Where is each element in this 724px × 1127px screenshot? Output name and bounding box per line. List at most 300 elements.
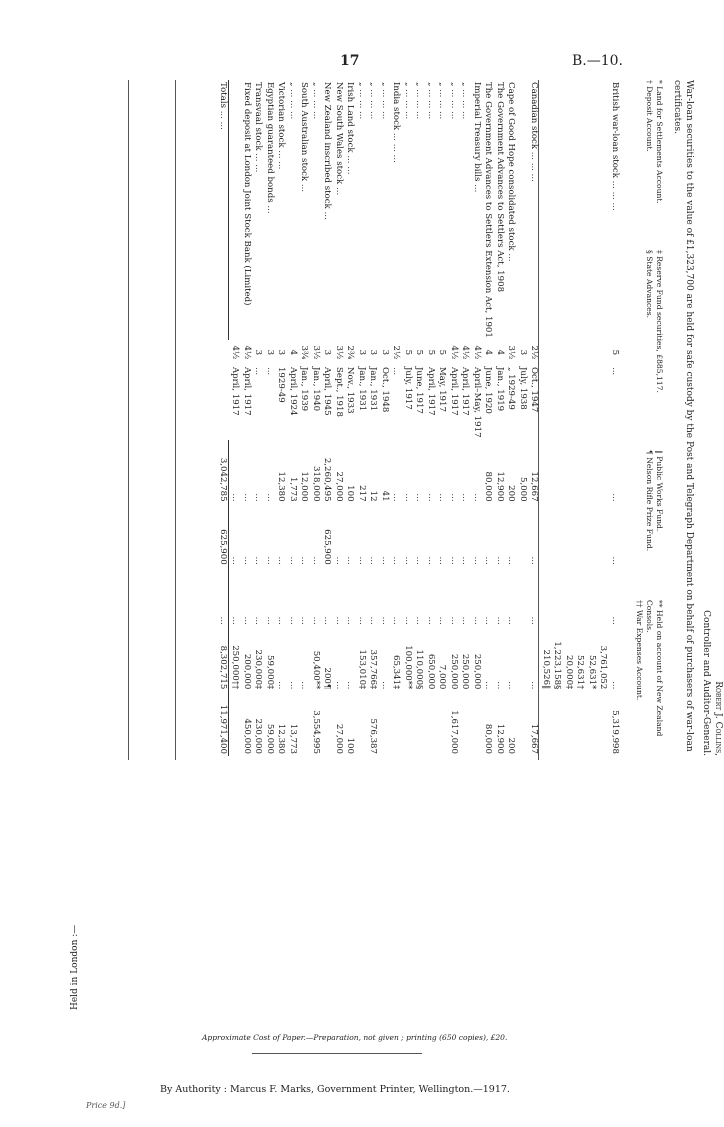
table-cell-fund4: ... (345, 681, 356, 690)
table-row (252, 80, 264, 756)
table-cell-name: „ ... ... ... (403, 82, 413, 120)
table-cell-name (574, 80, 586, 340)
table-cell-date (563, 365, 575, 440)
table-cell-total (574, 691, 586, 756)
table-cell-held: ... (253, 493, 264, 502)
table-cell-fund4: ... (276, 681, 287, 690)
footnote: ‡ Reserve Fund securities, £885,117. (655, 250, 664, 393)
table-row (264, 80, 276, 756)
table-cell-name: „ ... ... ... (460, 82, 471, 120)
table-cell-name (229, 80, 241, 340)
table-cell-fund3: ... (368, 616, 379, 625)
footnote: ¶ Nelson Rifle Prize Fund. (645, 450, 654, 552)
table-cell-rate: 4½ (242, 345, 252, 360)
table-cell-fund2 (540, 504, 552, 567)
footnote: † Deposit Account. (645, 80, 654, 152)
totals-cell: 3,042,785 (217, 440, 229, 504)
table-cell-rate: 2¾ (345, 345, 356, 360)
table-cell-fund3: ... (460, 616, 471, 625)
table-cell-fund2: ... (334, 556, 344, 565)
table-cell-fund3 (586, 567, 598, 627)
table-cell-fund2: ... (380, 556, 390, 565)
totals-cell: 625,900 (217, 504, 229, 567)
table-cell-fund2: ... (483, 556, 494, 565)
table-cell-fund3: ... (345, 616, 356, 625)
table-cell-fund2: ... (426, 556, 436, 565)
table-row (356, 80, 368, 756)
table-cell-fund4: 153,010‡ (357, 649, 367, 690)
table-cell-rate (597, 340, 609, 365)
divider-rule (252, 1053, 422, 1054)
table-cell-date: April, 1917 (426, 366, 436, 416)
table-row (229, 80, 241, 756)
table-row (287, 80, 299, 756)
table-cell-fund3: ... (529, 616, 540, 625)
table-cell-fund4: ... (299, 681, 310, 690)
table-cell-name: „ ... ... ... (288, 82, 298, 120)
table-cell-held: 200 (506, 485, 517, 502)
table-cell-name: South Australian stock ... (299, 82, 310, 193)
table-cell-name: India stock ... ... ... (391, 82, 402, 163)
table-cell-fund3 (540, 567, 552, 627)
table-cell-name: Victorian stock ... ... (276, 82, 287, 170)
table-cell-fund3: ... (391, 616, 402, 625)
table-cell-total (459, 691, 471, 756)
table-cell-total (379, 691, 391, 756)
table-cell-name (540, 80, 552, 340)
table-cell-fund2: ... (253, 556, 264, 565)
footnote: * Land for Settlements Account. (655, 80, 664, 204)
table-row (298, 80, 310, 756)
footnote: ‖ Public Works Fund. (655, 450, 664, 532)
table-cell-date: April, 1945 (322, 366, 333, 416)
table-cell-fund2: ... (529, 556, 540, 565)
table-cell-fund2: ... (414, 556, 425, 565)
table-cell-held: ... (426, 493, 436, 502)
table-cell-name: The Government Advances to Settlers Act, 1908 (495, 82, 505, 293)
table-cell-date: April, 1917 (449, 366, 459, 416)
table-cell-fund3: ... (380, 616, 390, 625)
table-cell-fund2: ... (391, 556, 402, 565)
table-row (551, 80, 563, 756)
table-cell-fund4 (517, 627, 529, 691)
table-cell-total (390, 691, 402, 756)
table-cell-fund2: ... (311, 556, 321, 565)
table-cell-date: April–May, 1917 (472, 366, 482, 438)
table-cell-date: April, 1917 (242, 366, 252, 416)
table-cell-held: 217 (357, 485, 367, 502)
table-cell-rate: 3 (518, 349, 528, 356)
table-cell-rate: 4 (495, 349, 505, 356)
table-cell-fund2: ... (368, 556, 379, 565)
signature-name: Robert J. Collins, (713, 681, 723, 756)
table-cell-fund4: ... (610, 681, 620, 690)
table-cell-fund3: ... (437, 616, 448, 625)
table-cell-name (597, 80, 609, 340)
statement-text: War-loan securities to the value of £1,323,700 are held for safe custody by the Post and Telegraph Department on behalf of purchasers of war-loan certificates. (672, 80, 694, 752)
table-cell-fund3: ... (242, 616, 252, 625)
table-row (517, 80, 529, 756)
table-cell-date: Sept., 1918 (334, 366, 344, 417)
table-row (494, 80, 506, 756)
table-cell-date: April, 1924 (288, 366, 298, 416)
table-cell-date (597, 365, 609, 440)
totals-row (217, 80, 229, 756)
table-cell-name: British war-loan stock ... ... ... (610, 82, 620, 211)
table-cell-fund4: 20,000‡ (564, 654, 574, 690)
table-cell-rate: 3½ (334, 345, 344, 360)
table-cell-total (229, 691, 241, 756)
table-cell-fund4: ... (495, 681, 505, 690)
table-cell-fund4: 357,766‡ (368, 649, 379, 690)
table-cell-date: Nov., 1933 (345, 366, 356, 414)
table-cell-name: „ ... ... ... (380, 82, 390, 120)
table-cell-date: 1929-49 (276, 366, 287, 403)
table-cell-name: Canadian stock ... ... ... (529, 82, 540, 182)
table-cell-held: ... (414, 493, 425, 502)
table-cell-fund4: ... (529, 681, 540, 690)
table-row (528, 80, 540, 756)
section-label: Held in London :— (70, 924, 80, 1010)
totals-cell (217, 365, 229, 440)
table-cell-rate: 5 (414, 349, 425, 356)
table-cell-fund2: ... (230, 556, 241, 565)
table-cell-total (402, 691, 414, 756)
table-cell-total (597, 691, 609, 756)
table-cell-name (551, 80, 563, 340)
table-cell-fund2: ... (403, 556, 413, 565)
table-cell-fund3: ... (403, 616, 413, 625)
table-cell-fund4: 210,526‖ (541, 649, 551, 690)
table-cell-fund3: ... (230, 616, 241, 625)
table-cell-held (597, 440, 609, 504)
table-cell-date: Jan., 1931 (368, 366, 379, 412)
table-row (436, 80, 448, 756)
table-cell-name: „ ... ... ... (437, 82, 448, 120)
table-cell-date: July, 1917 (403, 366, 413, 410)
table-cell-fund3: ... (426, 616, 436, 625)
table-cell-fund3: ... (449, 616, 459, 625)
table-cell-fund2 (563, 504, 575, 567)
table-cell-fund3: ... (414, 616, 425, 625)
table-row (459, 80, 471, 756)
table-cell-fund4: 250,000 (449, 653, 459, 690)
table-cell-name (563, 80, 575, 340)
table-cell-total: 450,000 (242, 718, 252, 754)
table-cell-rate: 3 (253, 349, 264, 356)
table-cell-rate: 3½ (506, 345, 517, 360)
securities-table (217, 80, 621, 756)
table-cell-held: ... (265, 493, 275, 502)
table-cell-date: Oct., 1948 (380, 366, 390, 413)
table-cell-held: 1,773 (288, 476, 298, 502)
table-cell-held: 12 (368, 490, 379, 502)
table-row (482, 80, 494, 756)
table-cell-fund2: ... (610, 556, 620, 565)
table-row (390, 80, 402, 756)
cost-note: Approximate Cost of Paper.—Preparation, not given ; printing (650 copies), £20. (202, 1033, 508, 1042)
table-cell-total: 12,380 (276, 723, 287, 754)
table-cell-fund2 (517, 504, 529, 567)
table-cell-rate: 3 (357, 349, 367, 356)
table-cell-held: 12,380 (276, 471, 287, 502)
table-cell-total (563, 691, 575, 756)
table-cell-fund3 (551, 567, 563, 627)
table-cell-held (551, 440, 563, 504)
table-cell-fund4: 110,000§ (414, 649, 425, 690)
table-cell-rate: 3 (380, 349, 390, 356)
table-cell-name: Fixed deposit at London Joint Stock Bank (Limited) (242, 82, 252, 306)
table-cell-name: „ ... ... ... (357, 82, 367, 120)
table-cell-fund3: ... (299, 616, 310, 625)
table-cell-held: ... (242, 493, 252, 502)
table-cell-total (436, 691, 448, 756)
table-cell-fund4: ... (288, 681, 298, 690)
table-cell-fund4: 200,000 (242, 653, 252, 690)
table-cell-date: July, 1938 (518, 366, 528, 410)
price-note: Price 9d.] (86, 1101, 126, 1110)
table-cell-held: 2,260,495 (322, 457, 333, 502)
table-cell-date: April, 1917 (460, 366, 471, 416)
table-cell-total: 13,773 (288, 723, 298, 754)
table-cell-name: „ ... ... ... (368, 82, 379, 120)
table-cell-fund2: ... (265, 556, 275, 565)
table-cell-name: The Government Advances to Settlers Extension Act, 1901 (483, 82, 494, 338)
table-cell-fund4: 250,000 (472, 653, 482, 690)
table-cell-held: 80,000 (483, 471, 494, 502)
totals-cell: 11,971,400 (217, 691, 229, 756)
table-cell-total: 5,319,998 (610, 710, 620, 754)
table-row (321, 80, 333, 756)
table-cell-fund3 (574, 567, 586, 627)
table-cell-fund3: ... (483, 616, 494, 625)
table-cell-fund2: ... (276, 556, 287, 565)
table-cell-fund4: 59,000‡ (265, 654, 275, 690)
table-cell-fund4: 7,000 (437, 664, 448, 690)
table-cell-fund3: ... (610, 616, 620, 625)
table-cell-fund4: 200¶ (322, 667, 333, 690)
table-cell-fund2 (574, 504, 586, 567)
table-cell-total (471, 691, 483, 756)
table-row (333, 80, 345, 756)
table-cell-fund4: 3,761,052 (598, 645, 609, 690)
table-cell-fund3: ... (322, 616, 333, 625)
table-cell-fund4: 650,000 (426, 653, 436, 690)
table-row (563, 80, 575, 756)
table-cell-date (574, 365, 586, 440)
table-cell-total: 59,000 (265, 723, 275, 754)
table-cell-name: New South Wales stock ... (334, 82, 344, 196)
table-cell-date: ... (391, 366, 402, 376)
footnotes (634, 80, 664, 750)
table-cell-held: ... (437, 493, 448, 502)
table-cell-rate (540, 340, 552, 365)
table-cell-fund2 (551, 504, 563, 567)
table-cell-rate: 5 (610, 349, 620, 356)
table-row (597, 80, 609, 756)
table-cell-rate: 4 (483, 349, 494, 356)
table-cell-held: ... (449, 493, 459, 502)
table-cell-rate: 3 (322, 349, 333, 356)
table-cell-held: ... (230, 493, 241, 502)
table-cell-total: 200 (506, 737, 517, 754)
table-cell-rate: 4½ (460, 345, 471, 360)
table-cell-fund4: 52,631* (587, 654, 597, 690)
rotated-table-panel (65, 80, 723, 756)
table-cell-rate (574, 340, 586, 365)
table-cell-held: 12,667 (529, 471, 540, 502)
table-cell-total (551, 691, 563, 756)
table-cell-total (298, 691, 310, 756)
table-cell-fund2: ... (299, 556, 310, 565)
table-cell-fund4: 230,000‡ (253, 649, 264, 690)
table-row (241, 80, 253, 756)
table-cell-date: June, 1920 (483, 366, 494, 414)
table-cell-rate: 3½ (311, 345, 321, 360)
table-cell-fund2: ... (506, 556, 517, 565)
signature-block (700, 610, 724, 756)
table-cell-total: 1,617,000 (449, 710, 459, 754)
table-cell-total: 3,554,995 (311, 710, 321, 754)
table-cell-fund2: ... (495, 556, 505, 565)
table-cell-fund2 (586, 504, 598, 567)
table-row (275, 80, 287, 756)
table-cell-rate: 5 (437, 349, 448, 356)
table-cell-fund2: ... (357, 556, 367, 565)
table-cell-fund3: ... (288, 616, 298, 625)
table-cell-fund4: 50,400** (311, 650, 321, 690)
table-cell-name: New Zealand inscribed stock ... (322, 82, 333, 220)
table-cell-fund2: ... (460, 556, 471, 565)
table-cell-fund3: ... (357, 616, 367, 625)
table-cell-name: Egyptian guaranteed bonds ... (265, 82, 275, 214)
authority-line: By Authority : Marcus F. Marks, Government Printer, Wellington.—1917. (160, 1084, 510, 1095)
table-cell-total (321, 691, 333, 756)
table-cell-held: ... (391, 493, 402, 502)
table-cell-fund3: ... (265, 616, 275, 625)
table-cell-name (517, 80, 529, 340)
table-cell-name: Imperial Treasury bills ... (472, 82, 482, 193)
table-cell-total: 80,000 (483, 723, 494, 754)
totals-cell: 8,302,715 (217, 627, 229, 691)
table-cell-fund4: 52,631† (575, 654, 586, 690)
table-cell-fund2: 625,900 (322, 529, 333, 565)
table-cell-rate: 3¾ (299, 345, 310, 360)
table-cell-date: April, 1917 (230, 366, 241, 416)
table-cell-rate: 3 (276, 349, 287, 356)
table-row (379, 80, 391, 756)
table-cell-total: 17,667 (529, 723, 540, 754)
table-cell-held: 100 (345, 485, 356, 502)
table-cell-name: „ ... ... ... (449, 82, 459, 120)
table-cell-held (563, 440, 575, 504)
table-cell-fund2: ... (288, 556, 298, 565)
table-cell-held: ... (472, 493, 482, 502)
table-cell-rate (563, 340, 575, 365)
table-cell-fund4: 65,341‡ (391, 654, 402, 690)
table-cell-name: Transvaal stock ... ... (253, 82, 264, 173)
footnote: ** Held on account of New Zealand Consols. (645, 600, 664, 737)
table-row (586, 80, 598, 756)
table-cell-fund3: ... (506, 616, 517, 625)
table-row (402, 80, 414, 756)
table-cell-name: Cape of Good Hope consolidated stock ... (506, 82, 517, 262)
table-cell-rate: 3 (265, 349, 275, 356)
table-cell-date: June, 1917 (414, 366, 425, 414)
table-cell-rate: 2½ (529, 345, 540, 360)
table-cell-rate: 5 (426, 349, 436, 356)
table-cell-fund4: ... (334, 681, 344, 690)
table-cell-fund3 (563, 567, 575, 627)
table-cell-name: „ ... ... ... (414, 82, 425, 120)
table-cell-fund4: 250,000 (460, 653, 471, 690)
table-cell-held: ... (610, 493, 620, 502)
table-cell-held: 5,000 (518, 476, 528, 502)
table-cell-fund2: ... (242, 556, 252, 565)
table-cell-date (551, 365, 563, 440)
table-cell-held (574, 440, 586, 504)
table-cell-held: 41 (380, 490, 390, 502)
table-cell-total (586, 691, 598, 756)
table-cell-held (540, 440, 552, 504)
table-cell-fund2 (597, 504, 609, 567)
table-row (609, 80, 621, 756)
table-cell-total: 100 (345, 737, 356, 754)
totals-cell: ... (217, 567, 229, 627)
footnote: †† War Expenses Account. (635, 600, 644, 701)
table-cell-rate: 4 (288, 349, 298, 356)
table-row (471, 80, 483, 756)
table-row (505, 80, 517, 756)
table-cell-total: 27,000 (334, 723, 344, 754)
table-cell-fund3: ... (276, 616, 287, 625)
table-cell-fund4: 1,223,158§ (552, 641, 563, 690)
table-cell-held: 27,000 (334, 471, 344, 502)
table-cell-name: „ ... ... ... (426, 82, 436, 120)
table-cell-date: ... (265, 366, 275, 376)
table-cell-date: Jan., 1939 (299, 366, 310, 412)
table-cell-fund4: 250,000†† (230, 645, 241, 690)
table-cell-held: 12,000 (299, 471, 310, 502)
table-cell-date: May, 1917 (437, 366, 448, 412)
table-cell-held: ... (403, 493, 413, 502)
table-cell-rate: 2½ (391, 345, 402, 360)
table-cell-held: ... (460, 493, 471, 502)
table-cell-date: Jan., 1940 (311, 366, 321, 412)
table-cell-fund3 (597, 567, 609, 627)
table-cell-rate: 4½ (449, 345, 459, 360)
table-cell-fund3: ... (334, 616, 344, 625)
table-cell-fund2: ... (472, 556, 482, 565)
table-row (574, 80, 586, 756)
table-cell-held (586, 440, 598, 504)
table-cell-total: 230,000 (253, 718, 264, 754)
table-cell-name: „ ... ... ... (311, 82, 321, 120)
table-cell-rate (551, 340, 563, 365)
table-row (413, 80, 425, 756)
table-cell-fund3: ... (253, 616, 264, 625)
table-cell-date: ... (610, 366, 620, 376)
table-row (310, 80, 322, 756)
table-cell-date: Jan., 1931 (357, 366, 367, 412)
table-cell-fund4: ... (483, 681, 494, 690)
table-cell-fund2: ... (345, 556, 356, 565)
table-cell-fund4: ... (380, 681, 390, 690)
table-row (344, 80, 356, 756)
table-cell-total: 12,900 (495, 723, 505, 754)
table-row (448, 80, 460, 756)
table-cell-date: Oct., 1947 (529, 366, 540, 413)
